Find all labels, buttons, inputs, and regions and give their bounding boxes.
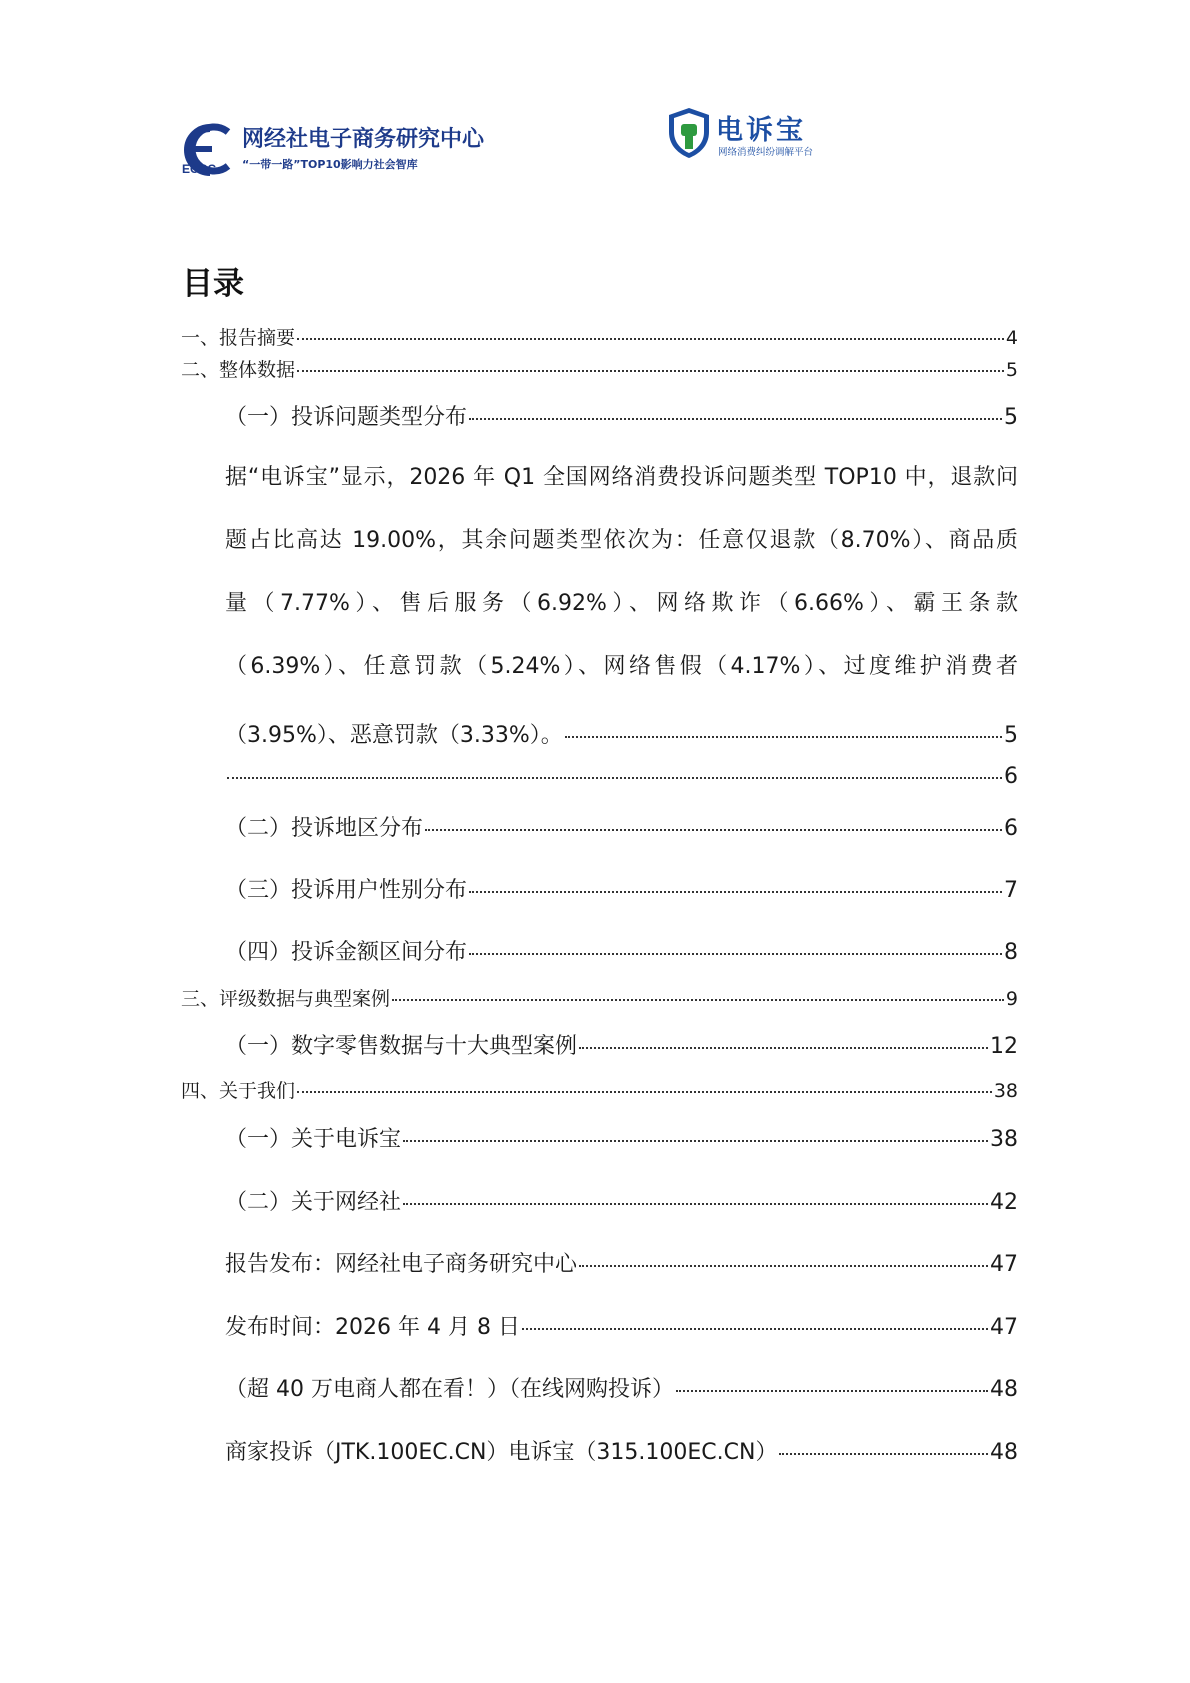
toc-page-number: 42 — [990, 1190, 1018, 1215]
dsb-logo — [666, 106, 836, 162]
page-title: 目录 — [182, 266, 244, 302]
dot-leader — [425, 829, 1002, 831]
dot-leader — [565, 736, 1002, 738]
toc-page-number: 7 — [1004, 878, 1018, 903]
dot-leader — [779, 1453, 988, 1455]
toc-entry-label: （二）关于网经社 — [225, 1190, 402, 1215]
toc-entry[interactable] — [225, 873, 1018, 904]
dot-leader — [227, 777, 1002, 779]
toc-entry[interactable] — [181, 355, 1018, 382]
toc-entry-label: （一）关于电诉宝 — [225, 1127, 402, 1152]
ecrc-abbreviation: ECRC — [182, 162, 217, 176]
toc-entry[interactable] — [225, 400, 1018, 431]
toc-entry-label: 商家投诉（JTK.100EC.CN）电诉宝（315.100EC.CN） — [225, 1440, 778, 1465]
toc-entry[interactable] — [181, 323, 1018, 350]
toc-entry[interactable] — [225, 935, 1018, 966]
paragraph-line: 题占比高达 19.00%，其余问题类型依次为：任意仅退款（8.70%）、商品质 — [225, 528, 1018, 553]
toc-entry-label: （三）投诉用户性别分布 — [225, 878, 468, 903]
toc-page-number: 12 — [990, 1034, 1018, 1059]
dot-leader — [297, 338, 1004, 340]
toc-entry-label: 报告发布：网经社电子商务研究中心 — [225, 1252, 578, 1277]
toc-entry-label: （一）投诉问题类型分布 — [225, 405, 468, 430]
toc-entry[interactable] — [181, 984, 1018, 1011]
dot-leader — [392, 999, 1004, 1001]
toc-entry[interactable] — [225, 1185, 1018, 1216]
paragraph-line: 据“电诉宝”显示，2026 年 Q1 全国网络消费投诉问题类型 TOP10 中，退款问 — [225, 465, 1018, 490]
toc-page-number: 48 — [990, 1377, 1018, 1402]
toc-page-number: 9 — [1005, 988, 1018, 1010]
toc-entry[interactable] — [225, 1029, 1018, 1060]
toc-entry[interactable] — [225, 1247, 1018, 1278]
dot-leader — [579, 1047, 988, 1049]
toc-entry-label: 四、关于我们 — [181, 1080, 296, 1102]
dot-leader — [403, 1203, 988, 1205]
toc-entry[interactable] — [225, 811, 1018, 842]
toc-entry[interactable] — [225, 764, 1018, 789]
paragraph-line: 量（7.77%）、售后服务（6.92%）、网络欺诈（6.66%）、霸王条款 — [225, 591, 1018, 616]
paragraph-last-line: （3.95%）、恶意罚款（3.33%）。 — [225, 723, 563, 748]
toc-entry-label: （二）投诉地区分布 — [225, 816, 424, 841]
dot-leader — [403, 1140, 988, 1142]
dot-leader — [297, 1091, 992, 1093]
toc-page-number: 38 — [990, 1127, 1018, 1152]
toc-page-number: 48 — [990, 1440, 1018, 1465]
toc-entry[interactable] — [225, 718, 1018, 749]
dot-leader — [469, 891, 1002, 893]
toc-entry-label: （超 40 万电商人都在看！）（在线网购投诉） — [225, 1377, 674, 1402]
ecrc-name: 网经社电子商务研究中心 — [242, 127, 485, 152]
paragraph-line: （6.39%）、任意罚款（5.24%）、网络售假（4.17%）、过度维护消费者 — [225, 654, 1018, 679]
toc-page-number: 5 — [1005, 359, 1018, 381]
toc-page-number: 47 — [990, 1252, 1018, 1277]
ecrc-subtitle: “一带一路”TOP10影响力社会智库 — [242, 158, 418, 171]
dot-leader — [579, 1265, 988, 1267]
toc-entry-label: （一）数字零售数据与十大典型案例 — [225, 1034, 578, 1059]
toc-page-number: 5 — [1004, 723, 1018, 748]
dot-leader — [676, 1390, 988, 1392]
toc-entry-label: 三、评级数据与典型案例 — [181, 988, 391, 1010]
toc-page-number: 6 — [1004, 764, 1018, 789]
shield-fist-icon — [666, 106, 712, 160]
toc-entry[interactable] — [225, 1435, 1018, 1466]
toc-entry-label: （四）投诉金额区间分布 — [225, 940, 468, 965]
dot-leader — [522, 1328, 988, 1330]
toc-page-number: 47 — [990, 1315, 1018, 1340]
toc-entry-label: 二、整体数据 — [181, 359, 296, 381]
toc-entry[interactable] — [225, 1122, 1018, 1153]
toc-entry-label: 发布时间：2026 年 4 月 8 日 — [225, 1315, 520, 1340]
dot-leader — [297, 370, 1004, 372]
dsb-subtitle: 网络消费纠纷调解平台 — [718, 147, 814, 158]
toc-page-number: 4 — [1005, 327, 1018, 349]
toc-entry[interactable] — [225, 1310, 1018, 1341]
dot-leader — [469, 953, 1002, 955]
toc-entry[interactable] — [181, 1076, 1018, 1103]
dot-leader — [469, 418, 1002, 420]
toc-page-number: 5 — [1004, 405, 1018, 430]
toc-page-number: 8 — [1004, 940, 1018, 965]
toc-entry-paragraph[interactable] — [225, 446, 1018, 698]
toc-page-number: 6 — [1004, 816, 1018, 841]
toc-page-number: 38 — [993, 1080, 1018, 1102]
dsb-name: 电诉宝 — [716, 115, 806, 146]
ecrc-logo — [180, 118, 500, 180]
toc-entry-label: 一、报告摘要 — [181, 327, 296, 349]
toc-entry[interactable] — [225, 1372, 1018, 1403]
